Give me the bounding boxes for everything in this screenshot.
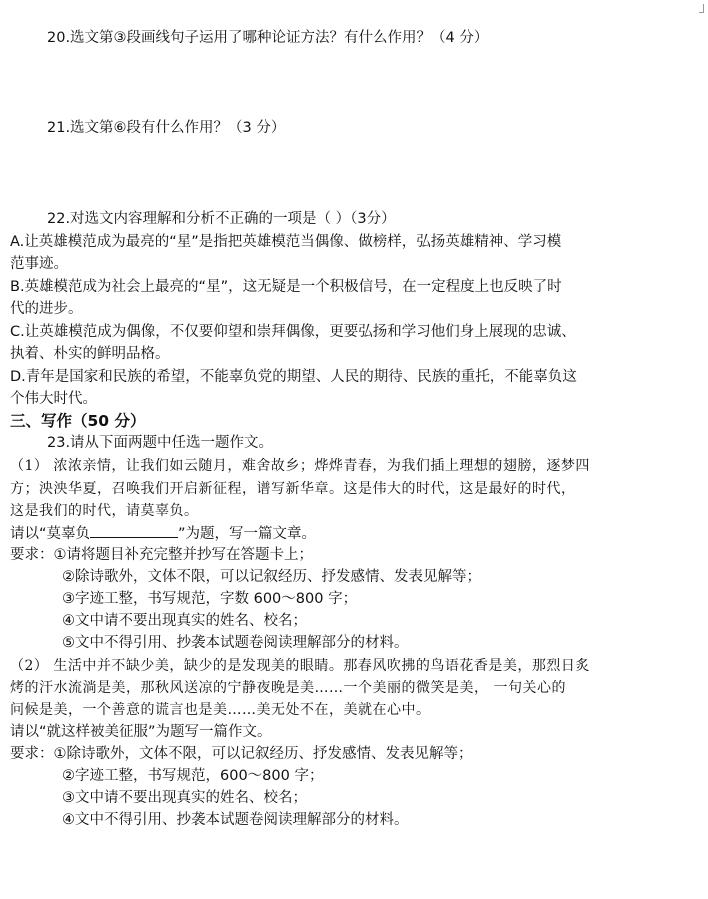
title-blank (90, 523, 178, 538)
prompt-1-line-3: 这是我们的时代，请莫辜负。 (10, 503, 199, 519)
title-prefix: 请以“莫辜负 (10, 526, 91, 542)
prompt-2-line-3: 问候是美，一个善意的谎言也是美……美无处不在，美就在心中。 (10, 702, 431, 718)
prompt-2-requirement-4: ④文中不得引用、抄袭本试题卷阅读理解部分的材料。 (62, 812, 409, 828)
prompt-1-title-instruction (10, 523, 316, 544)
prompt-2-title-instruction: 请以“就这样被美征服”为题写一篇作文。 (10, 724, 272, 740)
option-d-line-1: D.青年是国家和民族的希望，不能辜负党的期望、人民的期待、民族的重托，不能辜负这 (10, 369, 577, 385)
option-c-line-2: 执着、朴实的鲜明品格。 (10, 346, 170, 362)
prompt-1-requirement-1: 要求：①请将题目补充完整并抄写在答题卡上； (10, 547, 313, 563)
prompt-2-line-2: 烤的汗水流淌是美，那秋风送凉的宁静夜晚是美……一个美丽的微笑是美， 一句关心的 (10, 680, 566, 696)
prompt-2-requirement-1: 要求：①除诗歌外，文体不限，可以记叙经历、抒发感情、发表见解等； (10, 746, 473, 762)
prompt-1-requirement-3: ③字迹工整，书写规范，字数 600～800 字； (62, 591, 358, 607)
prompt-2-requirement-2: ②字迹工整，书写规范，600～800 字； (62, 768, 324, 784)
title-suffix: ”为题，写一篇文章。 (178, 526, 317, 542)
question-21: 21.选文第⑥段有什么作用？（3 分） (47, 120, 286, 136)
prompt-1-requirement-2: ②除诗歌外，文体不限，可以记叙经历、抒发感情、发表见解等； (62, 569, 481, 585)
corner-crop-mark (699, 4, 704, 13)
option-d-line-2: 个伟大时代。 (10, 391, 97, 407)
prompt-1-requirement-4: ④文中请不要出现真实的姓名、校名； (62, 613, 307, 629)
option-a-line-1: A.让英雄模范成为最亮的“星”是指把英雄模范当偶像、做榜样，弘扬英雄精神、学习模 (10, 234, 562, 250)
option-a-line-2: 范事迹。 (10, 256, 68, 272)
question-20: 20.选文第③段画线句子运用了哪种论证方法？有什么作用？（4 分） (47, 30, 489, 46)
prompt-1-requirement-5: ⑤文中不得引用、抄袭本试题卷阅读理解部分的材料。 (62, 635, 409, 651)
prompt-1-line-2: 方；泱泱华夏，召唤我们开启新征程，谱写新华章。这是伟大的时代，这是最好的时代， (10, 481, 576, 497)
prompt-2-line-1: （2） 生活中并不缺少美，缺少的是发现美的眼睛。那春风吹拂的鸟语花香是美，那烈日炙 (10, 658, 590, 674)
option-b-line-1: B.英雄模范成为社会上最亮的“星”，这无疑是一个积极信号，在一定程度上也反映了时 (10, 279, 562, 295)
question-23-intro: 23.请从下面两题中任选一题作文。 (47, 435, 274, 451)
prompt-1-line-1: （1） 浓浓亲情，让我们如云随月，难舍故乡；烨烨青春，为我们插上理想的翅膀，逐梦四 (10, 458, 590, 474)
prompt-2-requirement-3: ③文中请不要出现真实的姓名、校名； (62, 790, 307, 806)
option-b-line-2: 代的进步。 (10, 301, 83, 317)
section-heading-writing: 三、写作（50 分） (10, 412, 146, 430)
option-c-line-1: C.让英雄模范成为偶像，不仅要仰望和崇拜偶像，更要弘扬和学习他们身上展现的忠诚、 (10, 324, 576, 340)
question-22-stem: 22.对选文内容理解和分析不正确的一项是（ ）（3分） (47, 211, 396, 227)
